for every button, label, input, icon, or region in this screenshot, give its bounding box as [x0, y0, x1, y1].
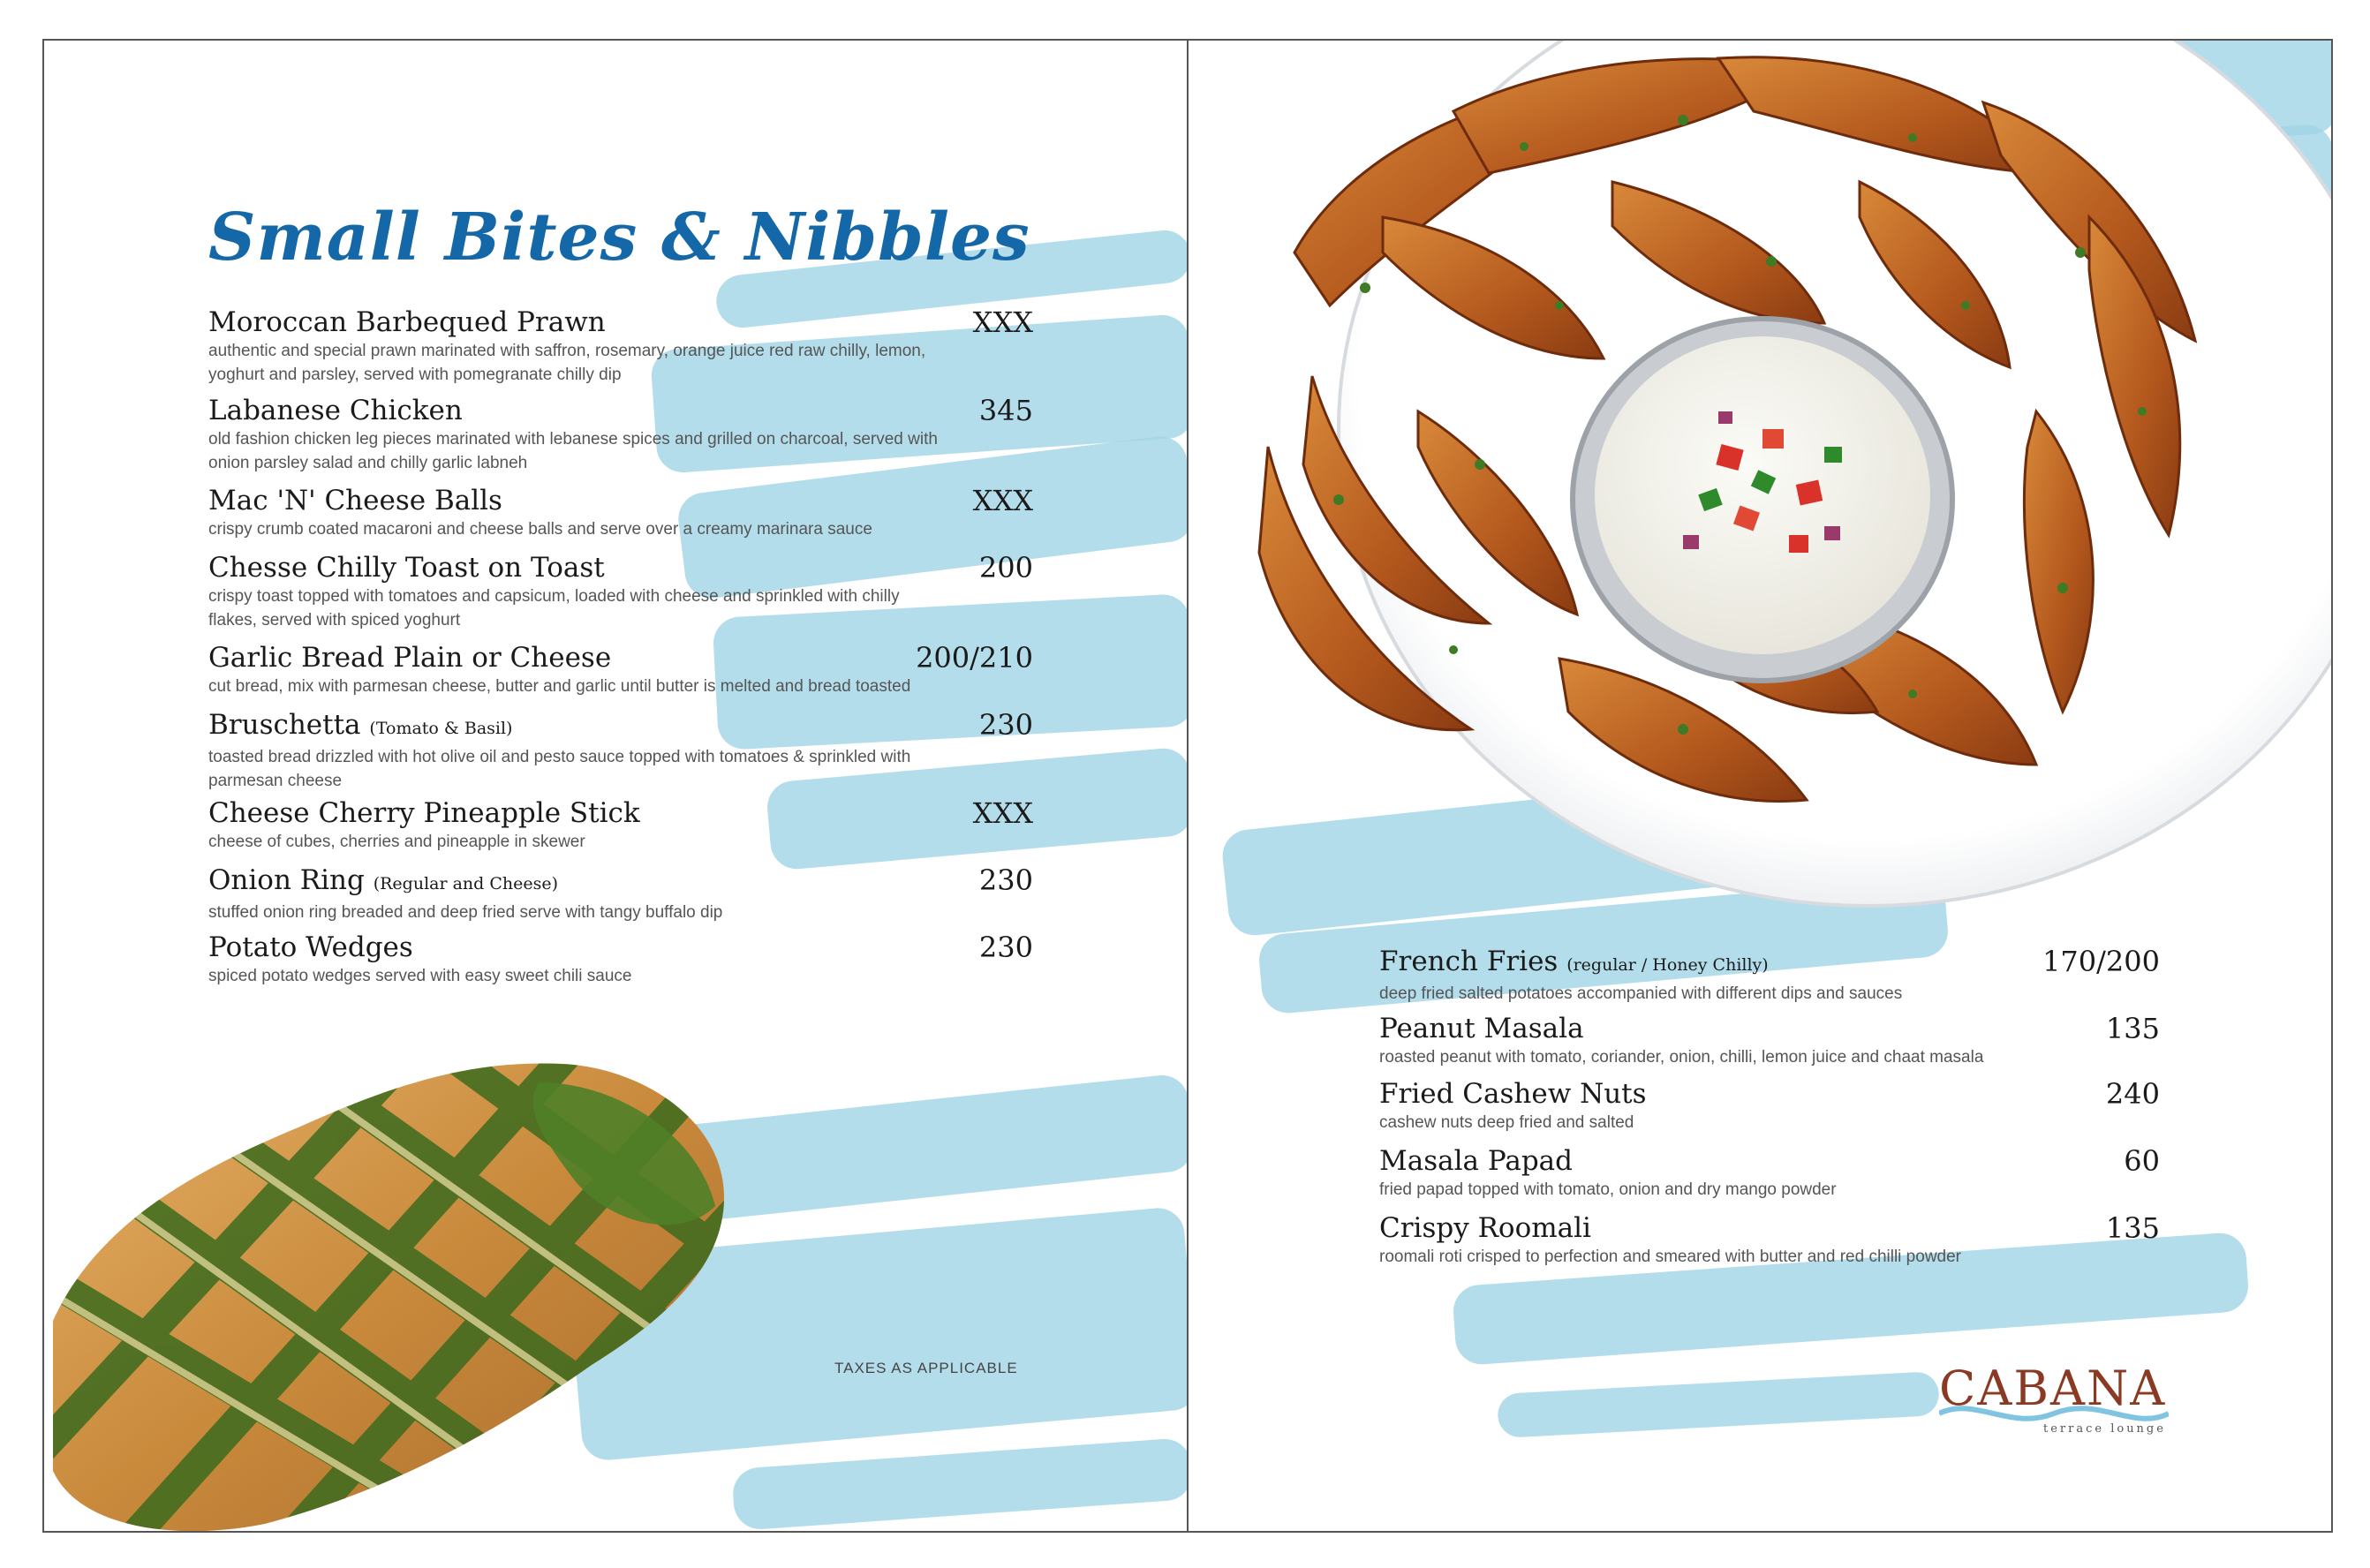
menu-item-title: Moroccan Barbequed Prawn [208, 306, 606, 338]
menu-item-note: (Regular and Cheese) [373, 874, 559, 893]
menu-item-note: (Tomato & Basil) [369, 719, 513, 738]
cabana-logo [1939, 1361, 2169, 1466]
menu-item-description: deep fried salted potatoes accompanied with different dips and sauces [1379, 984, 1903, 1003]
menu-item-price: 230 [978, 931, 1033, 964]
menu-item-name [208, 641, 1033, 675]
menu-item-price: 200 [978, 551, 1033, 584]
menu-item [208, 931, 1033, 988]
menu-item-price: 230 [978, 708, 1033, 742]
menu-item-description: crispy crumb coated macaroni and cheese balls and serve over a creamy marinara sauce [208, 520, 872, 539]
menu-item-price: 230 [978, 863, 1033, 897]
menu-item-title: Cheese Cherry Pineapple Stick [208, 797, 640, 829]
menu-section-title: Small Bites & Nibbles [208, 200, 1030, 275]
menu-item [1379, 1077, 2160, 1135]
menu-item-price: 200/210 [916, 641, 1033, 675]
menu-item-price: 135 [2105, 1012, 2160, 1045]
menu-item-title: Mac 'N' Cheese Balls [208, 485, 502, 516]
menu-item-price: XXX [972, 796, 1033, 830]
paint-stroke [659, 1073, 1190, 1225]
menu-item-description: roomali roti crisped to perfection and smeared with butter and red chilli powder [1379, 1248, 1961, 1266]
menu-item-name [1379, 1211, 2160, 1245]
menu-item-price: XXX [972, 484, 1033, 517]
menu-item-title: Potato Wedges [208, 931, 413, 963]
menu-item-description: authentic and special prawn marinated with saffron, rosemary, orange juice red raw chilly, lemon, yoghurt and parsley, served with pomegranate chilly dip [208, 342, 926, 384]
menu-item-name [1379, 1144, 2160, 1178]
menu-item-price: XXX [972, 305, 1033, 339]
menu-item-description: toasted bread drizzled with hot olive oil and pesto sauce topped with tomatoes & sprinkled with parmesan cheese [208, 748, 911, 790]
menu-item-price: 170/200 [2042, 945, 2160, 978]
menu-item-title: Bruschetta [208, 709, 361, 741]
menu-item-description: cheese of cubes, cherries and pineapple in skewer [208, 833, 585, 851]
menu-item-name [208, 708, 1033, 745]
menu-item-description: stuffed onion ring breaded and deep fried serve with tangy buffalo dip [208, 903, 723, 922]
menu-item [208, 796, 1033, 854]
menu-item [1379, 1211, 2160, 1269]
menu-item-title: French Fries [1379, 946, 1559, 977]
logo-name: CABANA [1939, 1361, 2167, 1416]
menu-item-price: 345 [978, 394, 1033, 427]
menu-item-title: Garlic Bread Plain or Cheese [208, 642, 612, 674]
menu-item-name [208, 863, 1033, 901]
menu-item-name [208, 305, 1033, 339]
menu-item-price: 240 [2105, 1077, 2160, 1111]
menu-item-note: (regular / Honey Chilly) [1566, 955, 1769, 975]
right-menu-page [1187, 39, 2333, 1533]
taxes-note: TAXES AS APPLICABLE [834, 1360, 1018, 1376]
menu-item-name [208, 484, 1033, 517]
garlic-bread-illustration [44, 1047, 733, 1533]
menu-item-name [208, 394, 1033, 427]
menu-item-name [1379, 1077, 2160, 1111]
menu-item [208, 863, 1033, 924]
menu-item-description: cashew nuts deep fried and salted [1379, 1113, 1634, 1132]
menu-item [1379, 1012, 2160, 1069]
menu-item [208, 305, 1033, 387]
menu-item-name [208, 931, 1033, 964]
menu-item-title: Onion Ring [208, 864, 365, 896]
paint-stroke [731, 1437, 1190, 1531]
menu-item-title: Masala Papad [1379, 1145, 1573, 1177]
paint-stroke [1497, 1371, 1940, 1438]
menu-item-name [1379, 1012, 2160, 1045]
menu-item-description: fried papad topped with tomato, onion and dry mango powder [1379, 1180, 1837, 1199]
menu-item-description: crispy toast topped with tomatoes and capsicum, loaded with cheese and sprinkled with chilly flakes, served with spiced yoghurt [208, 587, 900, 629]
menu-item-description: old fashion chicken leg pieces marinated with lebanese spices and grilled on charcoal, served with onion parsley salad and chilly garlic labneh [208, 430, 938, 472]
logo-tagline: terrace lounge [2043, 1422, 2166, 1436]
menu-item [208, 708, 1033, 793]
menu-item-description: spiced potato wedges served with easy sweet chili sauce [208, 967, 632, 985]
menu-item-title: Fried Cashew Nuts [1379, 1078, 1647, 1110]
menu-item [208, 551, 1033, 632]
menu-item [208, 484, 1033, 541]
left-menu-page [42, 39, 1190, 1533]
menu-item [1379, 1144, 2160, 1202]
menu-item-name [208, 796, 1033, 830]
menu-item-description: cut bread, mix with parmesan cheese, butter and garlic until butter is melted and bread toasted [208, 677, 911, 696]
menu-item-description: roasted peanut with tomato, coriander, onion, chilli, lemon juice and chaat masala [1379, 1048, 1984, 1067]
menu-item [208, 394, 1033, 475]
menu-item-title: Peanut Masala [1379, 1013, 1584, 1044]
menu-item-title: Crispy Roomali [1379, 1212, 1591, 1244]
menu-item-name [208, 551, 1033, 584]
menu-item-price: 60 [2124, 1144, 2160, 1178]
menu-item [1379, 945, 2160, 1006]
menu-item-title: Labanese Chicken [208, 395, 463, 426]
menu-item-title: Chesse Chilly Toast on Toast [208, 552, 605, 584]
menu-item-price: 135 [2105, 1211, 2160, 1245]
menu-item [208, 641, 1033, 698]
potato-wedges-plate-illustration [1189, 41, 2333, 932]
